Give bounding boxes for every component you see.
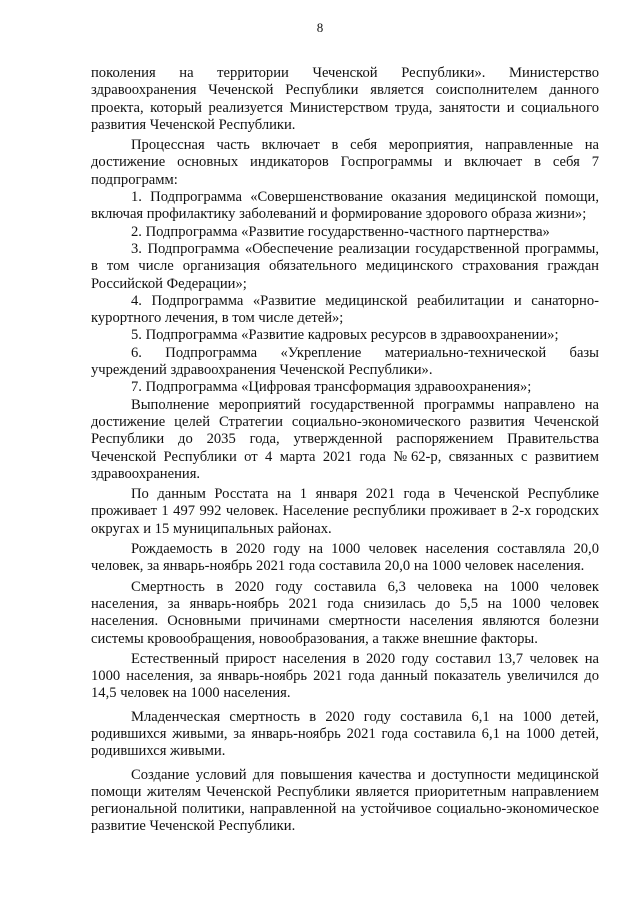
paragraph: поколения на территории Чеченской Республики». Министерство здравоохранения Чеченской Республики является соисполнителем данного проекта, который реализуется Министерством труда, занятости и социального развития Чеченской Республики.: [91, 65, 599, 133]
body-text: [91, 65, 599, 836]
paragraph: Естественный прирост населения в 2020 году составил 13,7 человек на 1000 населения, за январь-ноябрь 2021 года данный показатель увеличился до 14,5 человек на 1000 населения.: [91, 650, 599, 702]
paragraph: Рождаемость в 2020 году на 1000 человек населения составляла 20,0 человек, за январь-ноябрь 2021 года составила 20,0 на 1000 человек населения.: [91, 541, 599, 575]
paragraph: По данным Росстата на 1 января 2021 года в Чеченской Республике проживает 1 497 992 человек. Население республики проживает в 2-х городских округах и 15 муниципальных районах.: [91, 486, 599, 537]
paragraph: Создание условий для повышения качества и доступности медицинской помощи жителям Чеченской Республики является приоритетным направлением региональной политики, направленной на устойчивое социально-экономическое развитие Чеченской Республики.: [91, 766, 599, 835]
list-item: 7. Подпрограмма «Цифровая трансформация здравоохранения»;: [131, 379, 532, 396]
page-number: 8: [316, 20, 324, 35]
paragraph: Процессная часть включает в себя мероприятия, направленные на достижение основных индикаторов Госпрограммы и включает в себя 7 подпрограмм:: [91, 137, 599, 188]
list-item: 2. Подпрограмма «Развитие государственно-частного партнерства»: [131, 223, 550, 240]
list-item: 6. Подпрограмма «Укрепление материально-технической базы учреждений здравоохранения Чеченской Республики».: [91, 344, 599, 379]
paragraph: Выполнение мероприятий государственной программы направлено на достижение целей Стратегии социально-экономического развития Чеченской Республики до 2035 года, утвержденной распоряжением Правительства Чеченской Республики от 4 марта 2021 года №62-р, связанных с развитием здравоохранения.: [91, 396, 599, 482]
list-item: 3. Подпрограмма «Обеспечение реализации государственной программы, в том числе организация обязательного медицинского страхования граждан Российской Федерации»;: [91, 240, 599, 292]
list-item: 1. Подпрограмма «Совершенствование оказания медицинской помощи, включая профилактику заболеваний и формирование здорового образа жизни»;: [91, 189, 599, 223]
paragraph: Смертность в 2020 году составила 6,3 человека на 1000 человек населения, за январь-ноябрь 2021 года снизилась до 5,5 на 1000 человек населения. Основными причинами смертности населения являются болезни системы кровообращения, новообразования, а также внешние факторы.: [91, 578, 599, 647]
list-item: 4. Подпрограмма «Развитие медицинской реабилитации и санаторно-курортного лечения, в том числе детей»;: [91, 292, 599, 327]
paragraph: Младенческая смертность в 2020 году составила 6,1 на 1000 детей, родившихся живыми, за январь-ноябрь 2021 года составила 6,1 на 1000 детей, родившихся живыми.: [91, 708, 599, 760]
list-item: 5. Подпрограмма «Развитие кадровых ресурсов в здравоохранении»;: [131, 327, 559, 344]
